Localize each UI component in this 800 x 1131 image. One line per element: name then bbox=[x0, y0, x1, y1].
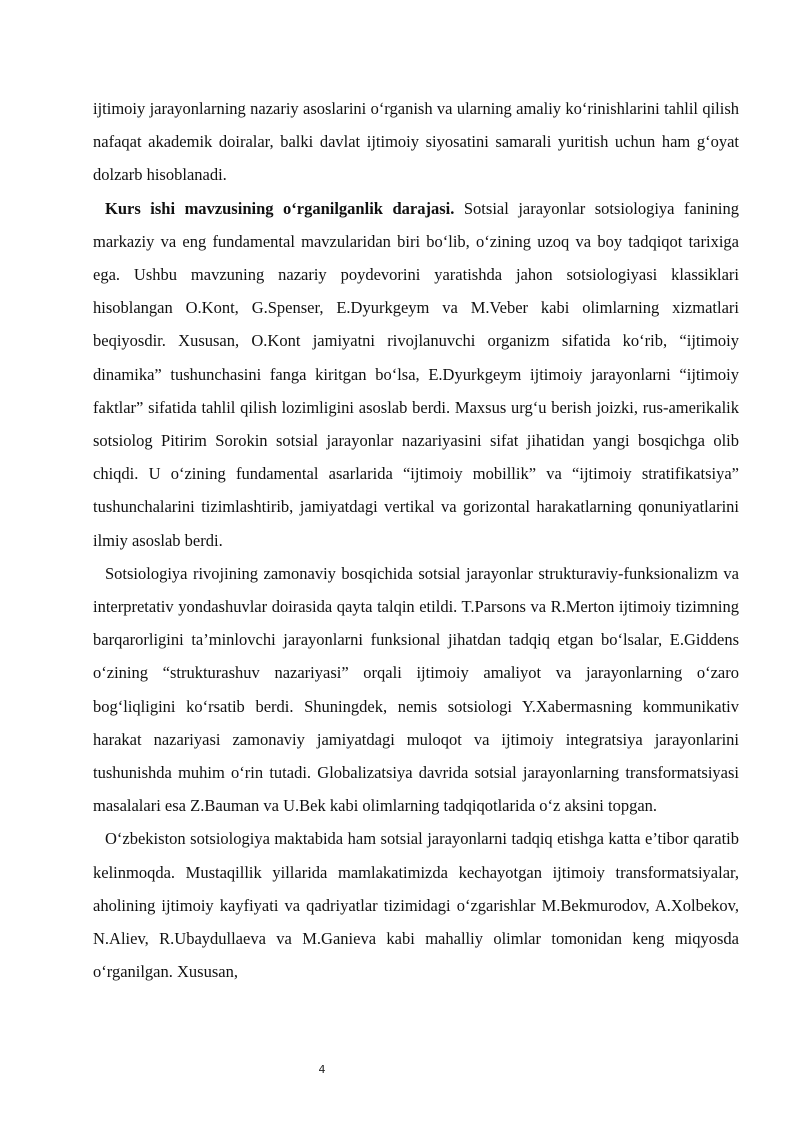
paragraph-text: O‘zbekiston sotsiologiya maktabida ham sotsial jarayonlarni tadqiq etishga katta e’tibor qaratib kelinmoqda. Mustaqillik yillarida mamlakatimizda kechayotgan ijtimoiy transformatsiyalar, aholining ijtimoiy kayfiyati va qadriyatlar tizimidagi o‘zgarishlar M.Bekmurodov, A.Xolbekov, N.Aliev, R.Ubaydullaeva va M.Ganieva kabi mahalliy olimlar tomonidan keng miqyosda o‘rganilgan. Xususan, bbox=[93, 829, 739, 982]
paragraph-uzbekistan-school bbox=[93, 822, 739, 988]
paragraph-text: Sotsial jarayonlar sotsiologiya fanining markaziy va eng fundamental mavzularidan biri bo‘lib, o‘zining uzoq va boy tadqiqot tarixiga ega. Ushbu mavzuning nazariy poydevorini yaratishda jahon sotsiologiyasi klassiklari hisoblangan O.Kont, G.Spenser, E.Dyurkgeym va M.Veber kabi olimlarning xizmatlari beqiyosdir. Xususan, O.Kont jamiyatni rivojlanuvchi organizm sifatida ko‘rib, “ijtimoiy dinamika” tushunchasini fanga kiritgan bo‘lsa, E.Dyurkgeym ijtimoiy jarayonlarni “ijtimoiy faktlar” sifatida tahlil qilish lozimligini asoslab berdi. Maxsus urg‘u berish joizki, rus-amerikalik sotsiolog Pitirim Sorokin sotsial jarayonlar nazariyasini sifat jihatidan yangi bosqichga olib chiqdi. U o‘zining fundamental asarlarida “ijtimoiy mobillik” va “ijtimoiy stratifikatsiya” tushunchalarini tizimlashtirib, jamiyatdagi vertikal va gorizontal harakatlarning qonuniyatlarini ilmiy asoslab berdi. bbox=[93, 198, 739, 550]
paragraph-study-degree bbox=[93, 192, 739, 557]
paragraph-modern-approaches bbox=[93, 557, 739, 823]
paragraph-text: Sotsiologiya rivojining zamonaviy bosqichida sotsial jarayonlar strukturaviy-funksionalizm va interpretativ yondashuvlar doirasida qayta talqin etildi. T.Parsons va R.Merton ijtimoiy tizimning barqarorligini ta’minlovchi jarayonlarni funksional jihatdan tadqiq etgan bo‘lsalar, E.Giddens o‘zining “strukturashuv nazariyasi” orqali ijtimoiy amaliyot va jarayonlarning o‘zaro bog‘liqligini ko‘rsatib berdi. Shuningdek, nemis sotsiologi Y.Xabermasning kommunikativ harakat nazariyasi zamonaviy jamiyatdagi muloqot va ijtimoiy integratsiya jarayonlarini tushunishda muhim o‘rin tutadi. Globalizatsiya davrida sotsial jarayonlarning transformatsiyasi masalalari esa Z.Bauman va U.Bek kabi olimlarning tadqiqotlarida o‘z aksini topgan. bbox=[93, 563, 739, 816]
paragraph-text: ijtimoiy jarayonlarning nazariy asoslarini o‘rganish va ularning amaliy ko‘rinishlarini tahlil qilish nafaqat akademik doiralar, balki davlat ijtimoiy siyosatini samarali yuritish uchun ham g‘oyat dolzarb hisoblanadi. bbox=[93, 99, 739, 185]
paragraph-intro-continuation bbox=[93, 92, 739, 192]
page-body bbox=[93, 92, 739, 988]
section-lead-heading: Kurs ishi mavzusining o‘rganilganlik darajasi. bbox=[105, 198, 455, 218]
page-number: 4 bbox=[318, 1063, 326, 1076]
